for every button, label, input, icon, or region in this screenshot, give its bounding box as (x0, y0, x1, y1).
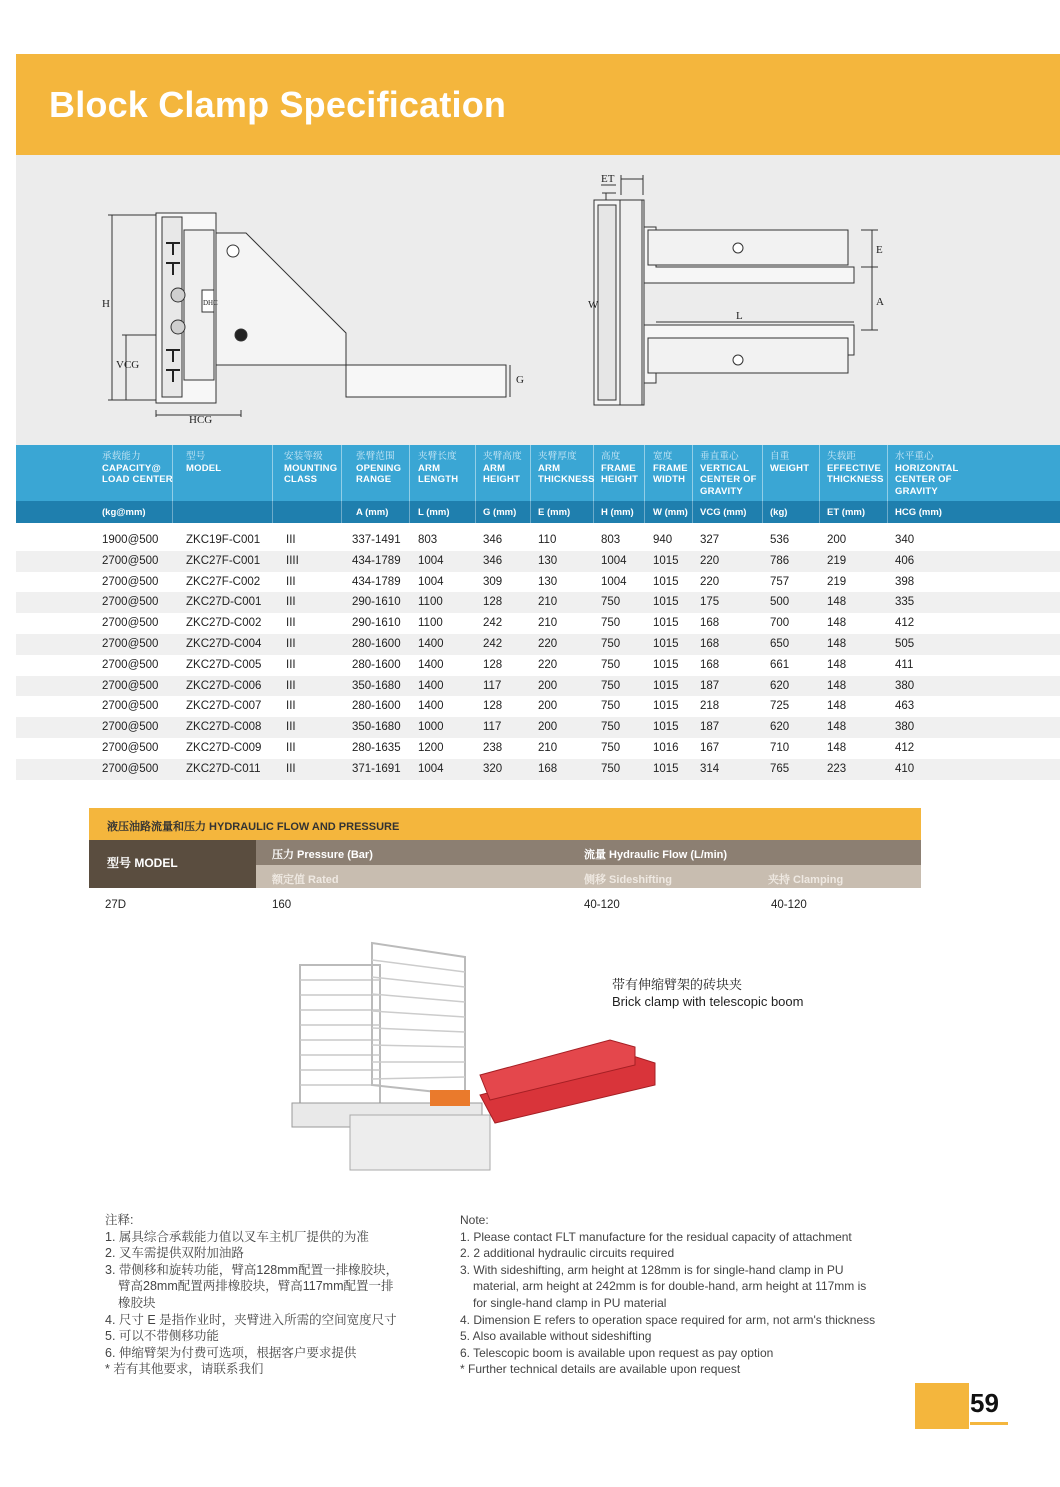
table-row (16, 530, 1060, 551)
table-cell: 786 (770, 554, 790, 567)
table-cell: ZKC27D-C002 (186, 617, 262, 630)
table-cell: ZKC27D-C009 (186, 741, 262, 754)
table-cell: 750 (601, 637, 621, 650)
table-cell: 650 (770, 637, 790, 650)
table-cell: 280-1600 (352, 637, 401, 650)
table-cell: ZKC27D-C004 (186, 637, 262, 650)
dim-a-label: A (876, 296, 884, 308)
table-cell: 1015 (653, 554, 679, 567)
header-arm-thickness: 夹臂厚度 ARM THICKNESS (538, 451, 595, 485)
unit-capacity: (kg@mm) (102, 507, 146, 518)
header-weight: 自重 WEIGHT (770, 451, 810, 474)
table-cell: ZKC27D-C006 (186, 679, 262, 692)
table-row (16, 634, 1060, 655)
technical-drawings (16, 155, 1060, 445)
page-number-underline (970, 1422, 1008, 1425)
table-cell: 463 (895, 700, 915, 713)
table-row (16, 696, 1060, 717)
table-cell: 130 (538, 554, 558, 567)
notes-cn-line: 3. 带侧移和旋转功能，臂高128mm配置一排橡胶块， (105, 1262, 399, 1277)
table-cell: 280-1600 (352, 700, 401, 713)
notes-en-line: for single-hand clamp in PU material (473, 1295, 667, 1310)
table-cell: 130 (538, 575, 558, 588)
table-cell: 750 (601, 617, 621, 630)
unit-arm-height: G (mm) (483, 507, 517, 518)
table-cell: 242 (483, 617, 503, 630)
table-cell: 1100 (418, 596, 443, 609)
dim-vcg-label: VCG (116, 359, 140, 371)
table-cell: III (286, 596, 296, 609)
table-cell: 1004 (418, 575, 444, 588)
table-cell: 1400 (418, 658, 444, 671)
table-cell: 1200 (418, 741, 444, 754)
table-cell: 218 (700, 700, 720, 713)
table-cell: 2700@500 (102, 721, 159, 734)
header-vertical-cog: 垂直重心 VERTICAL CENTER OF GRAVITY (700, 451, 757, 497)
table-cell: 290-1610 (352, 617, 401, 630)
header-mounting-class: 安装等级 MOUNTING CLASS (284, 451, 338, 485)
table-cell: 2700@500 (102, 617, 159, 630)
table-cell: 148 (827, 721, 847, 734)
header-frame-width: 宽度 FRAME WIDTH (653, 451, 688, 485)
table-cell: 1004 (601, 554, 627, 567)
table-cell: 148 (827, 679, 847, 692)
notes-cn-line: 6. 伸缩臂架为付费可选项，根据客户要求提供 (105, 1345, 357, 1360)
table-cell: 1100 (418, 617, 443, 630)
table-cell: 219 (827, 575, 847, 588)
table-row (16, 759, 1060, 780)
table-cell: ZKC27D-C008 (186, 721, 262, 734)
notes-cn-line: 1. 属具综合承载能力值以叉车主机厂提供的为准 (105, 1229, 369, 1244)
table-cell: 661 (770, 658, 790, 671)
hydraulic-title-text: 液压油路流量和压力 HYDRAULIC FLOW AND PRESSURE (107, 821, 400, 833)
table-cell: 1000 (418, 721, 444, 734)
header-frame-height: 高度 FRAME HEIGHT (601, 451, 639, 485)
notes-en-line: 4. Dimension E refers to operation space required for arm, not arm's thickness (460, 1312, 876, 1327)
nameplate-label: DHC (203, 299, 218, 307)
table-cell: 220 (700, 575, 720, 588)
table-cell: III (286, 679, 296, 692)
table-cell: 2700@500 (102, 658, 159, 671)
table-cell: 1016 (653, 741, 679, 754)
table-cell: ZKC27D-C001 (186, 596, 262, 609)
hydraulic-header-row-2 (256, 865, 921, 888)
table-row (16, 655, 1060, 676)
table-cell: 2700@500 (102, 637, 159, 650)
dim-w-label: W (588, 299, 599, 311)
table-cell: 1004 (418, 554, 444, 567)
notes-cn-line: 5. 可以不带侧移功能 (105, 1329, 219, 1344)
table-cell: 175 (700, 596, 720, 609)
notes-cn-line: 橡胶块 (118, 1295, 156, 1310)
spec-table-body (16, 530, 1060, 780)
table-cell: 1004 (418, 762, 444, 775)
table-row (16, 676, 1060, 697)
table-cell: 371-1691 (352, 762, 401, 775)
clamping-label: 夹持 Clamping (768, 874, 844, 886)
unit-frame-height: H (mm) (601, 507, 634, 518)
table-cell: 280-1600 (352, 658, 401, 671)
hydraulic-sideshifting-value: 40-120 (584, 899, 620, 911)
table-cell: 2700@500 (102, 575, 159, 588)
table-cell: ZKC27F-C002 (186, 575, 261, 588)
photo-caption-en: Brick clamp with telescopic boom (612, 994, 804, 1009)
table-cell: 200 (538, 700, 558, 713)
unit-frame-width: W (mm) (653, 507, 688, 518)
table-cell: III (286, 534, 296, 546)
title-banner (16, 54, 1060, 155)
table-row (16, 613, 1060, 634)
table-cell: ZKC27D-C011 (186, 762, 261, 775)
table-cell: 1400 (418, 700, 444, 713)
dim-e-label: E (876, 244, 883, 256)
table-cell: 505 (895, 637, 915, 650)
table-cell: ZKC27D-C007 (186, 700, 262, 713)
hydraulic-rated-value: 160 (272, 899, 292, 911)
table-cell: 1400 (418, 637, 444, 650)
table-cell: 280-1635 (352, 741, 401, 754)
table-cell: 434-1789 (352, 575, 401, 588)
page-title: Block Clamp Specification (49, 84, 507, 125)
notes-en-line: material, arm height at 242mm is for double-hand, arm height at 117mm is (473, 1279, 867, 1294)
notes-en-title: Note: (460, 1213, 489, 1227)
table-cell: 2700@500 (102, 554, 159, 567)
table-cell: 168 (538, 762, 558, 775)
notes-en-line: 2. 2 additional hydraulic circuits required (460, 1246, 675, 1261)
table-row (16, 572, 1060, 593)
table-cell: 168 (700, 637, 720, 650)
table-cell: 187 (700, 679, 720, 692)
table-row (16, 717, 1060, 738)
page-number: 59 (970, 1388, 999, 1418)
table-cell: 309 (483, 575, 503, 588)
table-row (16, 551, 1060, 572)
side-and-top-view-drawing (16, 155, 1060, 445)
notes-en-line: 5. Also available without sideshifting (460, 1329, 652, 1344)
unit-vcg: VCG (mm) (700, 507, 747, 518)
table-cell: 110 (538, 534, 557, 546)
table-cell: III (286, 575, 296, 588)
table-cell: 148 (827, 617, 847, 630)
table-cell: 220 (700, 554, 720, 567)
table-cell: III (286, 658, 296, 671)
table-cell: 210 (538, 596, 558, 609)
notes-en-line: 3. With sideshifting, arm height at 128mm is for single-hand clamp in PU (460, 1262, 844, 1277)
table-cell: 412 (895, 617, 915, 630)
table-cell: 750 (601, 596, 621, 609)
table-cell: 1015 (653, 617, 679, 630)
notes-cn-line: 2. 叉车需提供双附加油路 (105, 1246, 244, 1261)
table-row (16, 592, 1060, 613)
table-cell: 242 (483, 637, 503, 650)
table-cell: 757 (770, 575, 790, 588)
rated-label: 额定值 Rated (272, 874, 339, 886)
table-cell: ZKC27D-C005 (186, 658, 262, 671)
unit-arm-thickness: E (mm) (538, 507, 571, 518)
header-capacity: 承载能力 CAPACITY@ LOAD CENTER (102, 451, 173, 485)
table-cell: 320 (483, 762, 503, 775)
table-cell: 398 (895, 575, 915, 588)
hydraulic-clamping-value: 40-120 (771, 899, 807, 911)
table-cell: 1400 (418, 679, 444, 692)
notes-cn-title: 注释: (105, 1213, 134, 1227)
table-cell: 536 (770, 534, 790, 546)
table-cell: 210 (538, 617, 558, 630)
table-cell: 346 (483, 554, 503, 567)
table-cell: 710 (770, 741, 790, 754)
notes-cn-line: 4. 尺寸 E 是指作业时，夹臂进入所需的空间宽度尺寸 (105, 1312, 397, 1327)
table-cell: 1015 (653, 762, 679, 775)
notes-cn-line: * 若有其他要求，请联系我们 (105, 1362, 264, 1377)
unit-et: ET (mm) (827, 507, 865, 518)
unit-opening-range: A (mm) (356, 507, 389, 518)
table-cell: 750 (601, 721, 621, 734)
table-cell: 314 (700, 762, 720, 775)
dim-hcg-label: HCG (189, 414, 213, 426)
table-cell: 765 (770, 762, 790, 775)
notes-cn-line: 臂高28mm配置两排橡胶块，臂高117mm配置一排 (118, 1279, 394, 1294)
table-cell: 750 (601, 741, 621, 754)
table-cell: 210 (538, 741, 558, 754)
table-cell: 750 (601, 658, 621, 671)
unit-weight: (kg) (770, 507, 788, 518)
table-cell: 128 (483, 700, 503, 713)
table-cell: 725 (770, 700, 790, 713)
table-cell: 290-1610 (352, 596, 401, 609)
table-cell: 410 (895, 762, 915, 775)
header-effective-thickness: 失载距 EFFECTIVE THICKNESS (827, 451, 884, 485)
table-cell: 327 (700, 534, 720, 546)
table-cell: 2700@500 (102, 762, 159, 775)
table-cell: 128 (483, 658, 503, 671)
table-cell: 168 (700, 658, 720, 671)
table-cell: 200 (827, 534, 847, 546)
table-cell: 434-1789 (352, 554, 401, 567)
dim-l-label: L (736, 310, 743, 322)
table-cell: 803 (418, 534, 438, 546)
table-cell: 148 (827, 700, 847, 713)
table-cell: 168 (700, 617, 720, 630)
table-cell: 148 (827, 658, 847, 671)
pressure-label: 压力 Pressure (Bar) (272, 849, 373, 861)
table-cell: 148 (827, 596, 847, 609)
unit-arm-length: L (mm) (418, 507, 450, 518)
table-cell: III (286, 637, 296, 650)
table-cell: 219 (827, 554, 847, 567)
spec-table-units (16, 501, 1060, 523)
table-cell: 117 (483, 679, 502, 692)
table-cell: 940 (653, 534, 673, 546)
table-cell: 117 (483, 721, 502, 734)
table-cell: 350-1680 (352, 679, 401, 692)
table-cell: 412 (895, 741, 915, 754)
table-cell: 2700@500 (102, 679, 159, 692)
table-cell: III (286, 700, 296, 713)
table-cell: 346 (483, 534, 503, 546)
sideshifting-label: 侧移 Sideshifting (584, 874, 672, 886)
table-cell: 620 (770, 679, 790, 692)
notes-english (460, 1212, 900, 1378)
page-number-block (915, 1383, 969, 1429)
table-cell: 220 (538, 658, 558, 671)
flow-label: 流量 Hydraulic Flow (L/min) (584, 849, 728, 861)
table-cell: ZKC19F-C001 (186, 534, 261, 546)
table-cell: 1015 (653, 679, 679, 692)
table-cell: 350-1680 (352, 721, 401, 734)
notes-en-line: 6. Telescopic boom is available upon request as pay option (460, 1345, 774, 1360)
table-cell: ZKC27F-C001 (186, 554, 261, 567)
table-cell: 337-1491 (352, 534, 401, 546)
hydraulic-model-label: 型号 MODEL (107, 856, 178, 870)
table-cell: 411 (895, 658, 914, 671)
table-cell: 1900@500 (102, 534, 159, 546)
table-cell: 700 (770, 617, 790, 630)
table-cell: 620 (770, 721, 790, 734)
table-cell: 223 (827, 762, 847, 775)
brick-clamp-photo (280, 935, 660, 1175)
table-cell: III (286, 617, 296, 630)
table-cell: 380 (895, 721, 915, 734)
table-cell: III (286, 721, 296, 734)
photo-caption (612, 976, 803, 1010)
table-cell: 1004 (601, 575, 627, 588)
header-opening-range: 张臂范围 OPENING RANGE (356, 451, 402, 485)
hydraulic-model-value: 27D (105, 899, 127, 911)
hydraulic-model-header (89, 840, 256, 888)
table-cell: 167 (700, 741, 720, 754)
table-cell: 1015 (653, 658, 679, 671)
table-cell: 380 (895, 679, 915, 692)
table-cell: 1015 (653, 637, 679, 650)
notes-en-line: * Further technical details are available upon request (460, 1362, 741, 1377)
table-cell: IIII (286, 554, 299, 567)
unit-hcg: HCG (mm) (895, 507, 942, 518)
header-arm-height: 夹臂高度 ARM HEIGHT (483, 451, 522, 485)
dim-g-label: G (516, 374, 524, 386)
header-model: 型号 MODEL (186, 451, 222, 474)
photo-caption-cn: 带有伸缩臂架的砖块夹 (612, 977, 743, 992)
dim-h-label: H (102, 298, 110, 310)
spec-table-header (16, 445, 1060, 501)
table-cell: 2700@500 (102, 741, 159, 754)
header-arm-length: 夹臂长度 ARM LENGTH (418, 451, 459, 485)
table-cell: 148 (827, 741, 847, 754)
table-cell: 200 (538, 679, 558, 692)
notes-en-line: 1. Please contact FLT manufacture for the residual capacity of attachment (460, 1229, 852, 1244)
table-cell: 803 (601, 534, 621, 546)
table-cell: 750 (601, 700, 621, 713)
table-cell: 148 (827, 637, 847, 650)
hydraulic-table-title (89, 808, 921, 840)
notes-chinese (105, 1212, 398, 1378)
table-cell: 750 (601, 679, 621, 692)
table-cell: 128 (483, 596, 503, 609)
table-cell: III (286, 762, 296, 775)
table-cell: 2700@500 (102, 700, 159, 713)
table-cell: 1015 (653, 575, 679, 588)
table-cell: 1015 (653, 700, 679, 713)
table-cell: 335 (895, 596, 915, 609)
table-cell: 500 (770, 596, 790, 609)
table-cell: 340 (895, 534, 915, 546)
table-cell: 750 (601, 762, 621, 775)
table-row (16, 738, 1060, 759)
table-cell: 406 (895, 554, 915, 567)
table-cell: 1015 (653, 721, 679, 734)
table-cell: 2700@500 (102, 596, 159, 609)
header-horizontal-cog: 水平重心 HORIZONTAL CENTER OF GRAVITY (895, 451, 959, 497)
dim-et-label: ET (601, 173, 615, 185)
table-cell: 238 (483, 741, 503, 754)
hydraulic-header-row-1 (256, 840, 921, 865)
table-cell: III (286, 741, 296, 754)
table-cell: 200 (538, 721, 558, 734)
table-cell: 220 (538, 637, 558, 650)
table-cell: 1015 (653, 596, 679, 609)
table-cell: 187 (700, 721, 720, 734)
